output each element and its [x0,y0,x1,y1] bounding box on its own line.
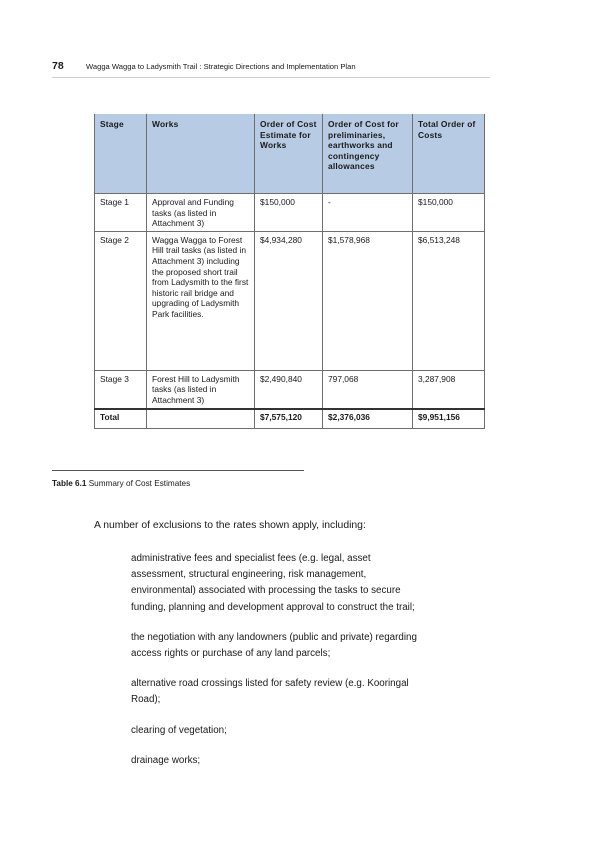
cell-prelim-cost: 797,068 [323,370,413,408]
total-total-cost: $9,951,156 [413,409,485,429]
page-header [52,60,490,78]
cell-stage: Stage 1 [95,194,147,232]
cell-works: Approval and Funding tasks (as listed in Attachment 3) [147,194,255,232]
cell-stage: Stage 3 [95,370,147,408]
header-total-cost: Total Order of Costs [413,114,485,194]
cell-prelim-cost: - [323,194,413,232]
page-number: 78 [52,60,64,72]
table-row [95,370,485,408]
table-row [95,194,485,232]
exclusion-item: administrative fees and specialist fees (e.g. legal, asset assessment, structural engineering, risk management, environmental) associated with processing the tasks to secure funding, planning and development approval to construct the trail; [131,553,415,613]
header-prelim-cost: Order of Cost for preliminaries, earthworks and contingency allowances [323,114,413,194]
cell-total-cost: $6,513,248 [413,231,485,370]
cell-works: Wagga Wagga to Forest Hill trail tasks (as listed in Attachment 3) including the proposed short trail from Ladysmith to the first historic rail bridge and upgrading of Ladysmith Park facilities. [147,231,255,370]
cell-works-estimate: $2,490,840 [255,370,323,408]
exclusion-item: clearing of vegetation; [131,724,227,736]
total-label: Total [95,409,147,429]
header-works: Works [147,114,255,194]
caption-text: Summary of Cost Estimates [88,479,191,488]
total-works-empty [147,409,255,429]
exclusion-item: the negotiation with any landowners (public and private) regarding access rights or purchase of any land parcels; [131,631,417,660]
caption-label: Table 6.1 [52,479,87,488]
total-works-estimate: $7,575,120 [255,409,323,429]
cell-total-cost: 3,287,908 [413,370,485,408]
exclusions-intro: A number of exclusions to the rates shown apply, including: [94,520,366,531]
table-total-row [95,409,485,429]
exclusion-item: drainage works; [131,754,201,766]
table-caption [52,479,190,488]
table-header-row [95,114,485,194]
header-stage: Stage [95,114,147,194]
cell-stage: Stage 2 [95,231,147,370]
cell-works-estimate: $4,934,280 [255,231,323,370]
cell-total-cost: $150,000 [413,194,485,232]
header-works-estimate: Order of Cost Estimate for Works [255,114,323,194]
caption-divider [52,470,304,471]
exclusions-list [131,551,421,783]
cost-estimates-table [94,114,485,429]
document-title: Wagga Wagga to Ladysmith Trail : Strategic Directions and Implementation Plan [86,62,356,71]
cell-works-estimate: $150,000 [255,194,323,232]
cell-prelim-cost: $1,578,968 [323,231,413,370]
total-prelim-cost: $2,376,036 [323,409,413,429]
exclusion-item: alternative road crossings listed for safety review (e.g. Kooringal Road); [131,678,409,706]
table-row [95,231,485,370]
cell-works: Forest Hill to Ladysmith tasks (as listed in Attachment 3) [147,370,255,408]
